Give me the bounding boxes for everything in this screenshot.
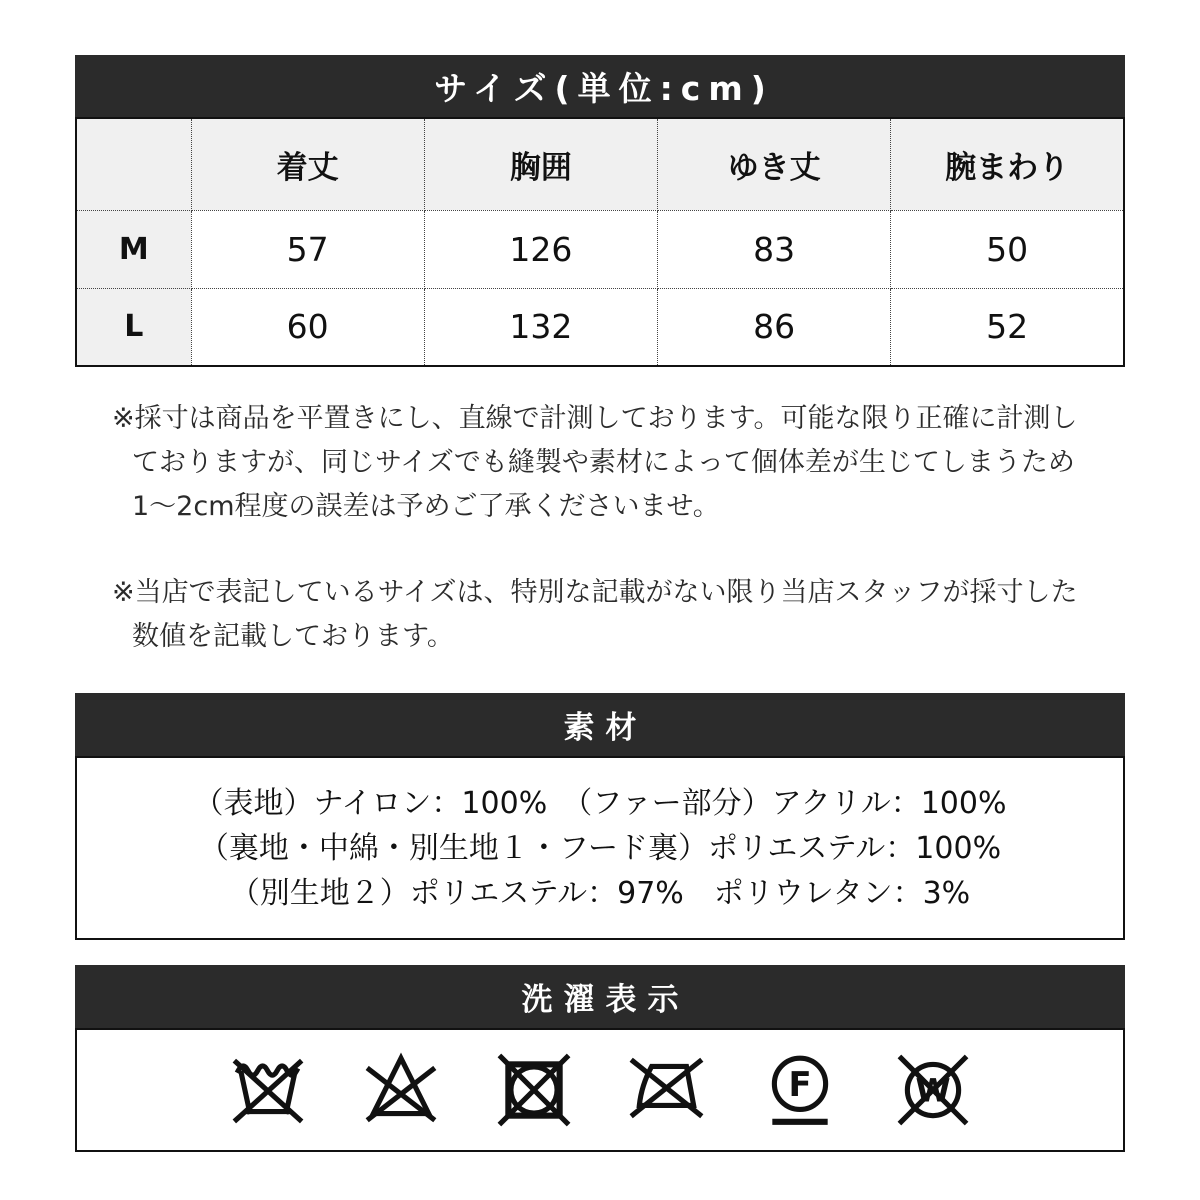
size-cell: 57 xyxy=(191,210,424,288)
do-not-bleach-icon xyxy=(360,1049,442,1131)
row-label: L xyxy=(76,288,191,366)
size-cell: 86 xyxy=(658,288,891,366)
material-line: （表地）ナイロン：100% （ファー部分）アクリル：100% xyxy=(193,785,1007,821)
size-cell: 50 xyxy=(891,210,1124,288)
column-header-arm: 腕まわり xyxy=(891,118,1124,210)
table-row-l xyxy=(76,288,1124,366)
size-cell: 52 xyxy=(891,288,1124,366)
do-not-wet-clean-icon xyxy=(892,1049,974,1131)
corner-cell xyxy=(76,118,191,210)
size-table xyxy=(75,117,1125,367)
material-line: （別生地２）ポリエステル：97% ポリウレタン：3% xyxy=(229,875,971,911)
care-symbols-row xyxy=(75,1028,1125,1152)
size-section-title: サイズ(単位:cm) xyxy=(75,55,1125,117)
size-cell: 132 xyxy=(424,288,657,366)
size-cell: 83 xyxy=(658,210,891,288)
size-guide-page xyxy=(75,0,1125,1152)
note-line: ※採寸は商品を平置きにし、直線で計測しております。可能な限り正確に計測し xyxy=(112,403,1078,434)
size-cell: 60 xyxy=(191,288,424,366)
size-section xyxy=(75,55,1125,367)
do-not-tumble-dry-icon xyxy=(493,1049,575,1131)
svg-text:F: F xyxy=(787,1065,812,1105)
note-line: ※当店で表記しているサイズは、特別な記載がない限り当店スタッフが採寸した xyxy=(112,577,1078,608)
note-line: 数値を記載しております。 xyxy=(132,621,454,652)
material-section xyxy=(75,693,1125,940)
column-header-sleeve: ゆき丈 xyxy=(658,118,891,210)
measurement-note xyxy=(112,397,1102,529)
column-header-length: 着丈 xyxy=(191,118,424,210)
do-not-wash-icon xyxy=(227,1049,309,1131)
svg-text:W: W xyxy=(914,1073,951,1110)
table-row-m xyxy=(76,210,1124,288)
note-line: ておりますが、同じサイズでも縫製や素材によって個体差が生じてしまうため xyxy=(132,447,1075,478)
size-cell: 126 xyxy=(424,210,657,288)
staff-note xyxy=(112,571,1102,659)
do-not-iron-icon xyxy=(626,1049,708,1131)
column-header-chest: 胸囲 xyxy=(424,118,657,210)
row-label: M xyxy=(76,210,191,288)
care-section xyxy=(75,965,1125,1152)
care-section-title: 洗濯表示 xyxy=(75,965,1125,1028)
size-table-header-row xyxy=(76,118,1124,210)
dry-clean-petroleum-icon xyxy=(759,1049,841,1131)
note-line: 1～2cm程度の誤差は予めご了承くださいませ。 xyxy=(132,491,720,522)
material-section-title: 素材 xyxy=(75,693,1125,756)
material-line: （裏地・中綿・別生地１・フード裏）ポリエステル：100% xyxy=(198,830,1002,866)
material-body xyxy=(75,756,1125,940)
